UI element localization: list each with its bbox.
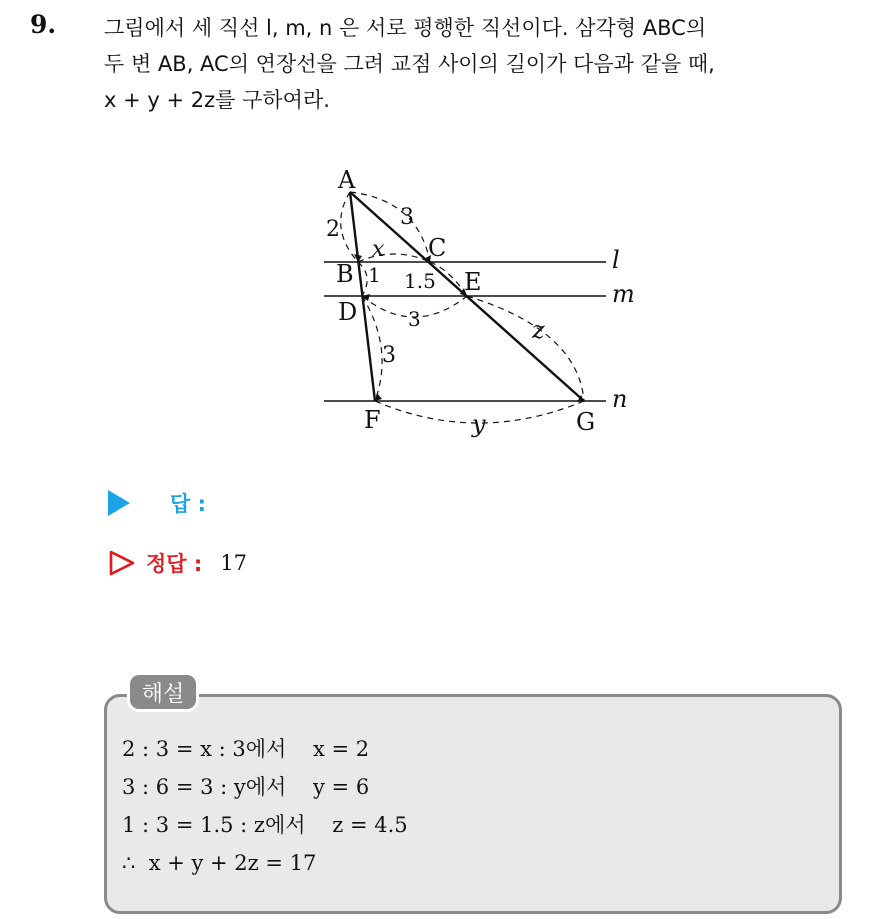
- edge-label-AB: 2: [326, 217, 340, 242]
- edge-label-BD: 1: [368, 263, 381, 287]
- line-label-l: l: [612, 246, 620, 274]
- edge-label-EG: z: [532, 316, 545, 344]
- question-text: [104, 10, 874, 118]
- point-label-B: B: [336, 260, 354, 288]
- solution-line-1: 2 : 3 = x : 3에서 x = 2: [122, 737, 370, 761]
- question-line-3: x + y + 2z를 구하여라.: [104, 88, 330, 112]
- edge-label-AC: 3: [400, 205, 414, 230]
- line-label-n: n: [612, 385, 628, 413]
- solution-line-2: 3 : 6 = 3 : y에서 y = 6: [122, 775, 370, 799]
- edge-label-BC: x: [372, 237, 385, 262]
- question-line-1: 그림에서 세 직선 l, m, n 은 서로 평행한 직선이다. 삼각형 ABC의: [104, 16, 707, 40]
- point-label-E: E: [464, 268, 482, 296]
- arc-AB: [341, 192, 358, 262]
- point-label-D: D: [338, 298, 358, 326]
- edge-label-FG: y: [472, 410, 486, 438]
- solution-lines: [122, 730, 408, 882]
- question-number: 9.: [30, 10, 57, 39]
- outline-triangle-icon: [108, 549, 136, 577]
- correct-answer-label: 정답 :: [146, 552, 203, 576]
- parallel-lines-figure: [318, 160, 658, 454]
- play-triangle-icon: [108, 490, 130, 516]
- line-label-m: m: [612, 280, 635, 308]
- point-label-A: A: [338, 166, 356, 194]
- solution-line-4: ∴ x + y + 2z = 17: [122, 851, 317, 875]
- answer-label: 답 :: [170, 492, 206, 516]
- point-label-F: F: [364, 406, 381, 434]
- solution-line-3: 1 : 3 = 1.5 : z에서 z = 4.5: [122, 813, 408, 837]
- edge-label-CE: 1.5: [404, 269, 436, 293]
- correct-answer-value: 17: [220, 551, 248, 575]
- correct-answer-row: [108, 548, 247, 578]
- edge-label-DE: 3: [408, 307, 421, 331]
- answer-row: [108, 488, 206, 518]
- arrow-F: [375, 393, 382, 401]
- edge-label-DF: 3: [382, 343, 396, 368]
- question-line-2: 두 변 AB, AC의 연장선을 그려 교점 사이의 길이가 다음과 같을 때,: [104, 52, 715, 76]
- point-label-G: G: [576, 408, 596, 436]
- solution-tag: 해설: [127, 672, 199, 712]
- figure-svg: [318, 160, 658, 450]
- point-label-C: C: [428, 234, 447, 262]
